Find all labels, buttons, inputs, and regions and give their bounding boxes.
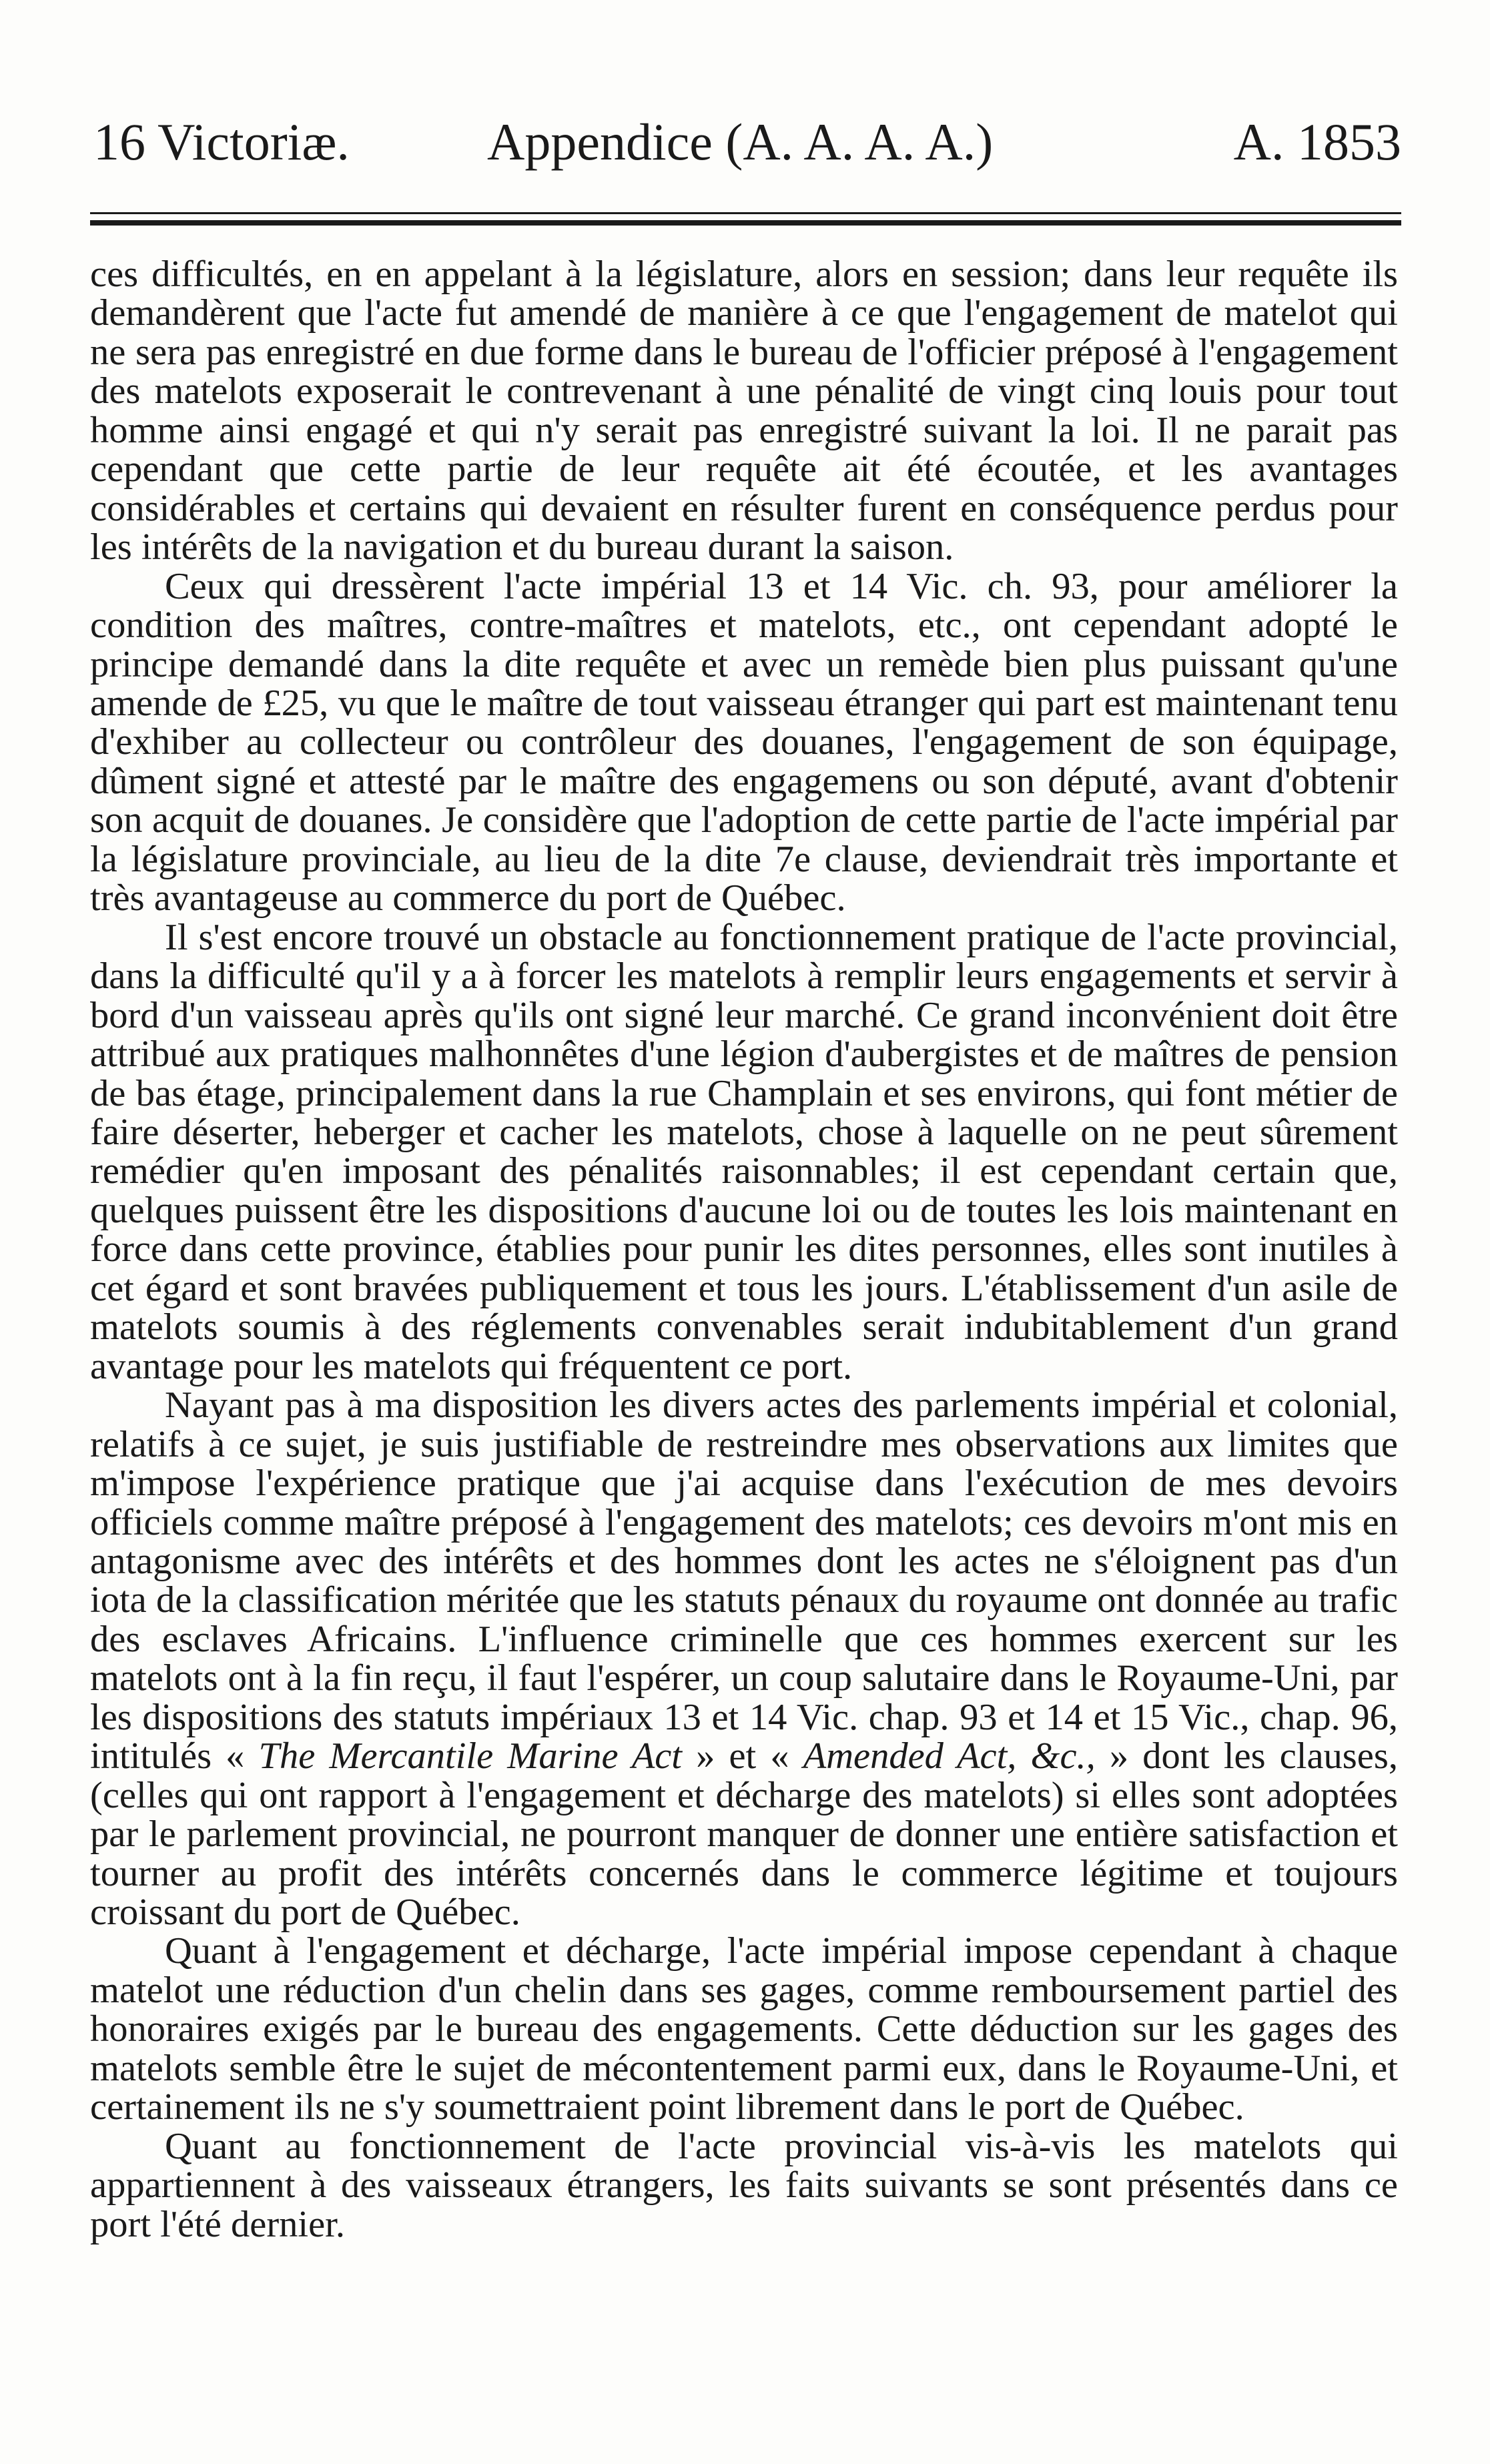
header-appendix: Appendice (A. A. A. A.): [487, 113, 994, 171]
header-rule-thick: [90, 220, 1401, 226]
paragraph-4-part-3: » dont les clauses, (celles qui ont rapport à l'engagement et décharge des matelots) si elles sont adoptées par le parlement provincial, ne pourront manquer de donner une entière satisfaction et tourner au profit des intérêts concernés dans le commerce légitime et toujours croissant du port de Québec.: [90, 1735, 1398, 1934]
paragraph-4-part-1: Nayant pas à ma disposition les divers actes des parlements impérial et colonial, relatifs à ce sujet, je suis justifiable de restreindre mes observations aux limites que m'impose l'expérience pratique que j'ai acquise dans l'exécution de mes devoirs officiels comme maître préposé à l'engagement des matelots; ces devoirs m'ont mis en antagonisme avec des intérêts et des hommes dont les actes ne s'éloignent pas d'un iota de la classification méritée que les statuts pénaux du royaume ont donnée au trafic des esclaves Africains. L'influence criminelle que ces hommes exercent sur les matelots ont à la fin reçu, il faut l'espérer, un coup salutaire dans le Royaume-Uni, par les dispositions des statuts impériaux 13 et 14 Vic. chap. 93 et 14 et 15 Vic., chap. 96, intitulés «: [90, 1384, 1398, 1777]
paragraph-2: Ceux qui dressèrent l'acte impérial 13 et 14 Vic. ch. 93, pour améliorer la condition des maîtres, contre-maîtres et matelots, etc., ont cependant adopté le principe demandé dans la dite requête et avec un remède bien plus puissant qu'une amende de £25, vu que le maître de tout vaisseau étranger qui part est maintenant tenu d'exhiber au collecteur ou contrôleur des douanes, l'engagement de son équipage, dûment signé et attesté par le maître des engagemens ou son député, avant d'obtenir son acquit de douanes. Je considère que l'adoption de cette partie de l'acte impérial par la législature provinciale, au lieu de la dite 7e clause, deviendrait très importante et très avantageuse au commerce du port de Québec.: [90, 565, 1398, 919]
paragraph-4: [90, 1386, 1398, 1932]
paragraph-5: Quant à l'engagement et décharge, l'acte impérial impose cependant à chaque matelot une réduction d'un chelin dans ses gages, comme remboursement partiel des honoraires exigés par le bureau des engagements. Cette déduction sur les gages des matelots semble être le sujet de mécontentement parmi eux, dans le Royaume-Uni, et certainement ils ne s'y soumettraient point librement dans le port de Québec.: [90, 1930, 1398, 2128]
act-title-amended: Amended Act, &c.,: [803, 1735, 1096, 1777]
paragraph-3: Il s'est encore trouvé un obstacle au fonctionnement pratique de l'acte provincial, dans la difficulté qu'il y a à forcer les matelots à remplir leurs engagements et servir à bord d'un vaisseau après qu'ils ont signé leur marché. Ce grand inconvénient doit être attribué aux pratiques malhonnêtes d'une légion d'aubergistes et de maîtres de pension de bas étage, principalement dans la rue Champlain et ses environs, qui font métier de faire déserter, heberger et cacher les matelots, chose à laquelle on ne peut sûrement remédier qu'en imposant des pénalités raisonnables; il est cependant certain que, quelques puissent être les dispositions d'aucune loi ou de toutes les lois maintenant en force dans cette province, établies pour punir les dites personnes, elles sont inutiles à cet égard et sont bravées publiquement et tous les jours. L'établissement d'un asile de matelots soumis à des réglements convenables serait indubitablement d'un grand avantage pour les matelots qui fréquentent ce port.: [90, 916, 1398, 1387]
paragraph-1: ces difficultés, en en appelant à la législature, alors en session; dans leur requête ils demandèrent que l'acte fut amendé de manière à ce que l'engagement de matelot qui ne sera pas enregistré en due forme dans le bureau de l'officier préposé à l'engagement des matelots exposerait le contrevenant à une pénalité de vingt cinq louis pour tout homme ainsi engagé et qui n'y serait pas enregistré suivant la loi. Il ne parait pas cependant que cette partie de leur requête ait été écoutée, et les avantages considérables et certains qui devaient en résulter furent en conséquence perdus pour les intérêts de la navigation et du bureau durant la saison.: [90, 254, 1398, 568]
header-rule-thin: [90, 212, 1401, 214]
body-text: [90, 255, 1398, 2244]
paragraph-4-part-2: » et «: [681, 1735, 803, 1777]
header-session: 16 Victoriæ.: [93, 113, 350, 171]
header-year: A. 1853: [1233, 113, 1401, 171]
act-title-mercantile: The Mercantile Marine Act: [258, 1735, 682, 1777]
page-header: [93, 112, 1401, 172]
paragraph-6: Quant au fonctionnement de l'acte provincial vis-à-vis les matelots qui appartiennent à des vaisseaux étrangers, les faits suivants se sont présentés dans ce port l'été dernier.: [90, 2125, 1398, 2245]
